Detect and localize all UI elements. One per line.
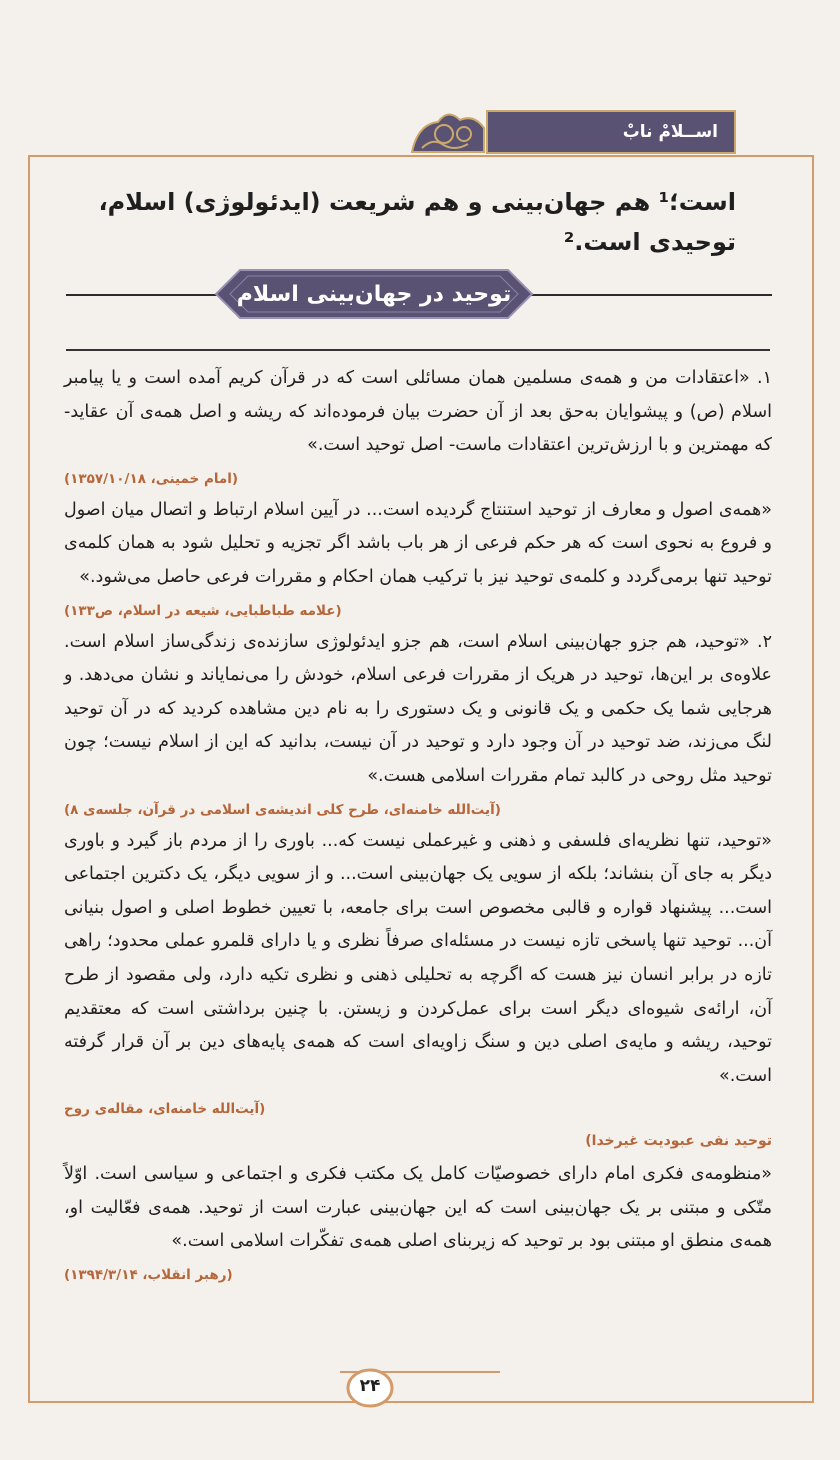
citation: (آیت‌الله خامنه‌ای، مقاله‌ی روح	[64, 1101, 266, 1118]
footnotes	[64, 362, 772, 1290]
citation: (علامه طباطبایی، شیعه در اسلام، ص۱۳۳)	[64, 602, 342, 619]
section-title: توحید در جهان‌بینی اسلام	[236, 281, 512, 307]
citation: (آیت‌الله خامنه‌ای، طرح کلی اندیشه‌ی اسلامی در قرآن، جلسه‌ی ۸)	[64, 801, 501, 818]
footnote-1-text: ۱. «اعتقادات من و همه‌ی مسلمین همان مسائلی است که در قرآن کریم آمده است و یا پیامبر اسلام (ص) و پیشوایان به‌حق بعد از آن حضرت بیان فرموده‌اند که ریشه و اصل همه‌ی آن عقاید- که مهمترین و با ارزش‌ترین اعتقادات ماست- اصل توحید است.»	[64, 368, 772, 456]
footnote-1b-citation	[64, 595, 772, 626]
footnote-2b-text: «توحید، تنها نظریه‌ای فلسفی و ذهنی و غیرعملی نیست که... باوری را از مردم باز گیرد و باوری دیگر به جای آن بنشاند؛ بلکه از سویی یک جهان‌بینی است... و از سویی دیگر، یک دکترین اجتماعی است... پیشنهاد قواره و قالبی مخصوص است برای جامعه، با تعیین خطوط اصلی و اصول بنیانی آن... توحید تنها پاسخی تازه نیست در مسئله‌ای صرفاً نظری و یا دارای قلمرو عملی محدود؛ راهی تازه در برابر انسان نیز هست که اگرچه به تحلیلی ذهنی و نظری تکیه دارد، ولی مقصود از طرح آن، ارائه‌ی شیوه‌ای دیگر است برای عمل‌کردن و زیستن. با چنین برداشتی است که معتقدیم توحید، ریشه و مایه‌ی اصلی دین و سنگ زاویه‌ای است که همه‌ی پایه‌های دین بر آن قرار گرفته است.»	[64, 830, 772, 1086]
page-number: ۲۴	[359, 1376, 381, 1396]
citation-continuation: توحید نفی عبودیت غیرخدا)	[585, 1133, 772, 1150]
footnote-2b-citation	[64, 1093, 772, 1124]
footnote-2-text: ۲. «توحید، هم جزو جهان‌بینی اسلام است، هم جزو ایدئولوژی سازنده‌ی زندگی‌ساز اسلام است. علاوه‌ی بر این‌ها، توحید در هریک از مقررات فرعی اسلام، خودش را می‌نمایاند و نشان می‌دهد. و هرجایی شما یک حکمی و یک قانونی و یک دستوری را به نام دین مشاهده کردید که در آن توحید لنگ می‌زند، ضد توحید در آن وجود دارد و توحید در آن نیست، بدانید که این از اسلام نیست؛ چون توحید مثل روحی در کالبد تمام مقررات اسلامی هست.»	[64, 631, 772, 786]
citation: (رهبر انقلاب، ۱۳۹۴/۳/۱۴)	[64, 1267, 233, 1284]
footnote-2-citation	[64, 794, 772, 825]
citation: (امام خمینی، ۱۳۵۷/۱۰/۱۸)	[64, 470, 239, 487]
running-header	[486, 110, 736, 154]
footnote-2c-text: «منظومه‌ی فکری امام دارای خصوصیّات کامل یک مکتب فکری و اجتماعی و سیاسی است. اوّلاً متّکی و مبتنی بر یک جهان‌بینی است که این جهان‌بینی عبارت است از توحید. همه‌ی فعّالیت او، همه‌ی منطق او مبتنی بود بر توحید که زیربنای اصلی همه‌ی تفکّرات اسلامی است.»	[64, 1164, 772, 1252]
running-title: اســلامْ نابْ	[622, 122, 718, 142]
footnote-2c-citation	[64, 1259, 772, 1290]
header-ornament-icon	[408, 104, 488, 156]
footnote-1b-text: «همه‌ی اصول و معارف از توحید استنتاج گردیده است... در آیین اسلام ارتباط و اتصال میان اصول و فروع به نحوی است که هر حکم فرعی از هر باب باشد اگر تجزیه و تحلیل شود به همان کلمه‌ی توحید تنها برمی‌گردد و کلمه‌ی توحید نیز با ترکیب همان احکام و مقررات فرعی حاصل می‌شود.»	[64, 499, 772, 587]
lead-paragraph: است؛¹ هم جهان‌بینی و هم شریعت (ایدئولوژی) اسلام، توحیدی است.²	[98, 188, 736, 256]
footnote-1-citation	[64, 463, 772, 494]
footnote-separator	[66, 349, 770, 351]
